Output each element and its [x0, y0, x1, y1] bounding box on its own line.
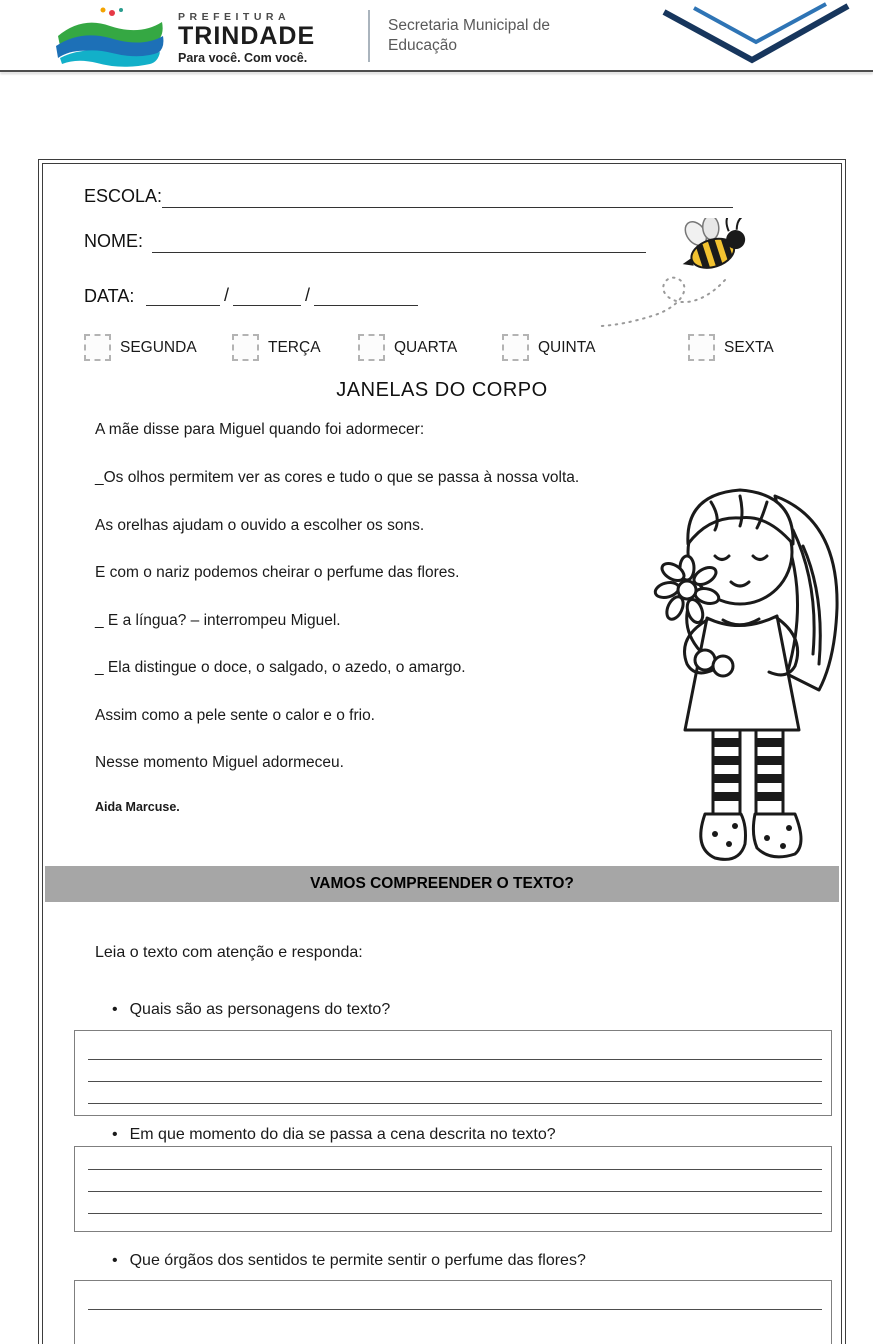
bullet-icon: • — [112, 1001, 118, 1018]
answer-line — [88, 1191, 822, 1192]
story-paragraph: Nesse momento Miguel adormeceu. — [95, 754, 344, 771]
story-paragraph: _ Ela distingue o doce, o salgado, o azedo, o amargo. — [95, 659, 466, 676]
data-input-fields — [146, 284, 418, 306]
story-paragraph: As orelhas ajudam o ouvido a escolher os sons. — [95, 517, 425, 534]
header-rule — [0, 70, 873, 72]
story-paragraph: Assim como a pele sente o calor e o frio. — [95, 707, 375, 724]
day-group-segunda — [84, 334, 197, 361]
date-slash: / — [305, 285, 311, 305]
question-3-text: Que órgãos dos sentidos te permite sentir o perfume das flores? — [129, 1252, 586, 1269]
question-2 — [112, 1126, 556, 1144]
day-group-terca — [232, 334, 321, 361]
bullet-icon: • — [112, 1252, 118, 1269]
header-divider — [368, 10, 370, 62]
activity-instruction: Leia o texto com atenção e responda: — [95, 944, 363, 961]
story-title: JANELAS DO CORPO — [336, 379, 548, 401]
answer-line — [88, 1081, 822, 1082]
bullet-icon: • — [112, 1126, 118, 1143]
trindade-logo-icon — [52, 6, 167, 68]
day-group-quarta — [358, 334, 457, 361]
answer-box-3[interactable] — [74, 1280, 832, 1344]
escola-input-line[interactable] — [162, 186, 733, 208]
question-2-text: Em que momento do dia se passa a cena descrita no texto? — [129, 1126, 556, 1143]
day-checkbox-quarta[interactable] — [358, 334, 385, 361]
day-label-quinta: QUINTA — [538, 338, 596, 356]
question-3 — [112, 1252, 586, 1270]
day-checkbox-quinta[interactable] — [502, 334, 529, 361]
logo-wordmark — [178, 11, 315, 65]
answer-line — [88, 1103, 822, 1104]
story-paragraph: A mãe disse para Miguel quando foi adormecer: — [95, 421, 425, 438]
day-label-terca: TERÇA — [268, 338, 321, 356]
nome-input-line[interactable] — [152, 231, 646, 253]
story-author: Aida Marcuse. — [95, 800, 180, 814]
nome-label: NOME: — [84, 231, 144, 251]
data-day-line[interactable] — [146, 284, 220, 306]
logo-prefeitura-text: PREFEITURA — [178, 11, 291, 23]
answer-box-2[interactable] — [74, 1146, 832, 1232]
day-checkbox-terca[interactable] — [232, 334, 259, 361]
day-group-quinta — [502, 334, 595, 361]
secretaria-title: Secretaria Municipal de Educação — [388, 17, 550, 55]
answer-line — [88, 1169, 822, 1170]
day-label-segunda: SEGUNDA — [120, 338, 197, 356]
day-checkbox-segunda[interactable] — [84, 334, 111, 361]
day-label-quarta: QUARTA — [394, 338, 458, 356]
data-month-line[interactable] — [233, 284, 301, 306]
bee-icon — [585, 218, 773, 342]
logo-tagline: Para você. Com você. — [178, 51, 308, 66]
question-1-text: Quais são as personagens do texto? — [129, 1001, 391, 1018]
story-paragraph: _Os olhos permitem ver as cores e tudo o que se passa à nossa volta. — [95, 469, 580, 486]
story-paragraph: E com o nariz podemos cheirar o perfume das flores. — [95, 564, 460, 581]
logo-city-text: TRINDADE — [178, 22, 316, 50]
escola-label: ESCOLA: — [84, 186, 163, 206]
section-banner: VAMOS COMPREENDER O TEXTO? — [45, 866, 839, 902]
girl-smelling-flower-icon — [643, 468, 855, 872]
answer-line — [88, 1309, 822, 1310]
data-year-line[interactable] — [314, 284, 418, 306]
answer-line — [88, 1213, 822, 1214]
story-paragraph: _ E a língua? – interrompeu Miguel. — [95, 612, 341, 629]
date-slash: / — [224, 285, 230, 305]
answer-line — [88, 1059, 822, 1060]
double-check-ribbon-icon — [660, 2, 852, 70]
question-1 — [112, 1001, 390, 1019]
answer-box-1[interactable] — [74, 1030, 832, 1116]
day-label-sexta: SEXTA — [724, 338, 774, 356]
bee-dotted-trail — [601, 278, 725, 326]
data-label: DATA: — [84, 286, 135, 306]
